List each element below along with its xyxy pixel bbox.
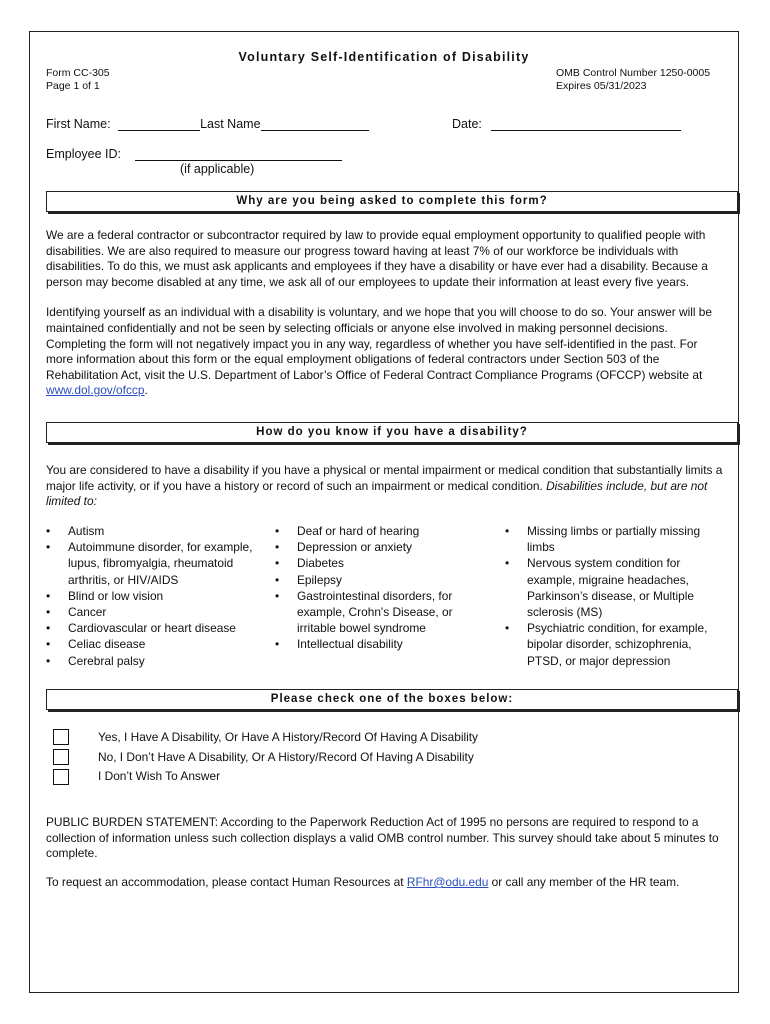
disability-list-col3 bbox=[505, 523, 725, 669]
option-yes-label: Yes, I Have A Disability, Or Have A History/Record Of Having A Disability bbox=[98, 730, 478, 744]
how-text bbox=[46, 463, 726, 510]
accommodation-text bbox=[46, 875, 726, 891]
how-paragraph-italic: Disabilities include, but are not limited to: bbox=[46, 478, 708, 509]
disability-item: • Nervous system condition for example, migraine headaches, Parkinson’s disease, or Multiple sclerosis (MS) bbox=[505, 555, 725, 620]
ofccp-link[interactable]: www.dol.gov/ofccp bbox=[46, 383, 145, 398]
disability-list-col1 bbox=[46, 523, 276, 669]
employee-id-note: (if applicable) bbox=[180, 162, 255, 176]
option-no-answer-label: I Don’t Wish To Answer bbox=[98, 769, 221, 783]
disability-item: • Intellectual disability bbox=[275, 636, 475, 652]
last-name-label: Last Name bbox=[200, 117, 261, 131]
why-heading: Why are you being asked to complete this form? bbox=[46, 191, 738, 212]
date-label: Date: bbox=[452, 117, 482, 131]
disability-item: • Cardiovascular or heart disease bbox=[46, 620, 276, 636]
disability-item: • Diabetes bbox=[275, 555, 475, 571]
hr-email-link[interactable]: RFhr@odu.edu bbox=[406, 875, 489, 889]
last-name-input[interactable] bbox=[261, 118, 369, 131]
disability-item: • Gastrointestinal disorders, for example, Crohn's Disease, or irritable bowel syndrome bbox=[275, 588, 475, 637]
name-row bbox=[46, 117, 369, 131]
form-number bbox=[46, 67, 110, 93]
how-heading: How do you know if you have a disability? bbox=[46, 422, 738, 443]
disability-item: • Psychiatric condition, for example, bipolar disorder, schizophrenia, PTSD, or major depression bbox=[505, 620, 725, 669]
accommodation-pre: To request an accommodation, please contact Human Resources at bbox=[46, 875, 407, 889]
why-paragraph-2 bbox=[46, 305, 726, 399]
check-heading: Please check one of the boxes below: bbox=[46, 689, 738, 710]
option-no-label: No, I Don’t Have A Disability, Or A History/Record Of Having A Disability bbox=[98, 750, 474, 764]
disability-item: • Autoimmune disorder, for example, lupus, fibromyalgia, rheumatoid arthritis, or HIV/AIDS bbox=[46, 539, 276, 588]
date-row bbox=[452, 117, 681, 131]
page-number: Page 1 of 1 bbox=[46, 80, 100, 92]
disability-item: • Cancer bbox=[46, 604, 276, 620]
form-page bbox=[29, 31, 739, 993]
disability-item: • Missing limbs or partially missing limbs bbox=[505, 523, 725, 555]
disability-list-col2 bbox=[275, 523, 475, 653]
why-text bbox=[46, 228, 726, 399]
disability-item: • Blind or low vision bbox=[46, 588, 276, 604]
checkbox-no-answer[interactable] bbox=[53, 769, 69, 785]
public-burden-statement: PUBLIC BURDEN STATEMENT: According to the Paperwork Reduction Act of 1995 no persons are required to respond to a collection of information unless such collection displays a valid OMB control number. This survey should take about 5 minutes to complete. bbox=[46, 815, 719, 861]
disability-item: • Cerebral palsy bbox=[46, 653, 276, 669]
employee-id-input[interactable] bbox=[135, 148, 342, 161]
how-paragraph-text: You are considered to have a disability if you have a physical or mental impairment or medical condition that substantially limits a major life activity, or if you have a history or record of such an impairment or medical condition. bbox=[46, 463, 723, 493]
disability-item: • Depression or anxiety bbox=[275, 539, 475, 555]
disability-item: • Epilepsy bbox=[275, 572, 475, 588]
why-paragraph-2-text: Identifying yourself as an individual with a disability is voluntary, and we hope that you will choose to do so. Your answer will be maintained confidentially and not be seen by selecting officials or anyone else involved in making personnel decisions. Completing the form will not negatively impact you in any way, regardless of whether you have self-identified in the past. For more information about this form or the equal employment obligations of federal contractors under Section 503 of the Rehabilitation Act, visit the U.S. Department of Labor’s Office of Federal Contract Compliance Programs (OFCCP) website at bbox=[46, 305, 713, 382]
accommodation-post: or call any member of the HR team. bbox=[488, 875, 680, 889]
omb-info bbox=[556, 67, 710, 93]
date-input[interactable] bbox=[491, 118, 681, 131]
form-title: Voluntary Self-Identification of Disability bbox=[238, 50, 530, 64]
first-name-label: First Name: bbox=[46, 117, 111, 131]
disability-item: • Autism bbox=[46, 523, 276, 539]
form-number-text: Form CC-305 bbox=[46, 67, 110, 79]
omb-number: OMB Control Number 1250-0005 bbox=[556, 67, 711, 79]
why-paragraph-2-end: . bbox=[144, 383, 148, 398]
disability-item: • Celiac disease bbox=[46, 636, 276, 652]
employee-id-row bbox=[46, 147, 342, 161]
first-name-input[interactable] bbox=[118, 118, 200, 131]
how-paragraph bbox=[46, 463, 726, 510]
employee-id-label: Employee ID: bbox=[46, 147, 122, 161]
expiration-date: Expires 05/31/2023 bbox=[556, 80, 647, 92]
disability-item: • Deaf or hard of hearing bbox=[275, 523, 475, 539]
checkbox-yes[interactable] bbox=[53, 729, 69, 745]
why-paragraph-1: We are a federal contractor or subcontractor required by law to provide equal employment opportunity to qualified people with disabilities. We are also required to measure our progress toward having at least 7% of our workforce be individuals with disabilities. To do this, we must ask applicants and employees if they have a disability or have ever had a disability. Because a person may become disabled at any time, we ask all of our employees to update their information at least every five years. bbox=[46, 228, 708, 289]
checkbox-no[interactable] bbox=[53, 749, 69, 765]
